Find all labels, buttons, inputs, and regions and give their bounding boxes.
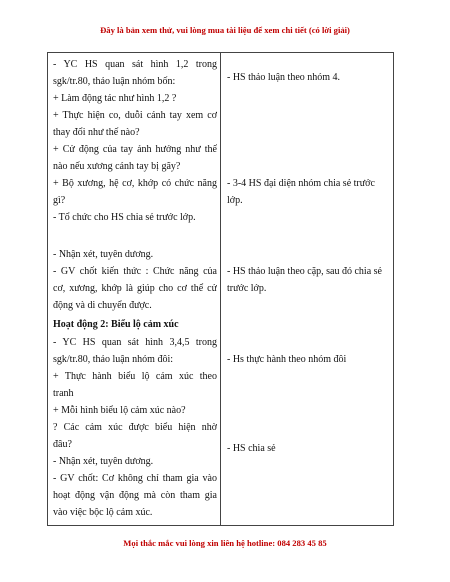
teacher-line: tranh xyxy=(53,388,74,399)
student-line: - HS chia sẻ xyxy=(227,443,276,454)
student-line: lớp. xyxy=(227,195,243,206)
teacher-line: + Mỗi hình biểu lộ cảm xúc nào? xyxy=(53,405,186,416)
teacher-line: + Thực hiện co, duỗi cánh tay xem cơ xyxy=(53,110,217,121)
teacher-line: - Nhận xét, tuyên dương. xyxy=(53,249,154,260)
teacher-line: thay đổi như thế nào? xyxy=(53,127,140,138)
lesson-table xyxy=(47,52,394,526)
teacher-line: động và di chuyển được. xyxy=(53,300,152,311)
teacher-line: sgk/tr.80, thảo luận nhóm đôi: xyxy=(53,354,173,365)
teacher-line: cơ, xương, khớp là giúp cho cơ thể cử xyxy=(53,283,217,294)
teacher-line: gì? xyxy=(53,195,66,206)
student-line: - HS thảo luận theo cặp, sau đó chia sẻ xyxy=(227,266,382,277)
teacher-line: - YC HS quan sát hình 1,2 trong xyxy=(53,59,217,70)
teacher-line: - Tổ chức cho HS chia sẻ trước lớp. xyxy=(53,212,196,223)
teacher-line: - GV chốt kiến thức : Chức năng của xyxy=(53,266,217,277)
preview-banner: Đây là bản xem thử, vui lòng mua tài liệu để xem chi tiết (có lời giải) xyxy=(100,25,350,35)
teacher-line: sgk/tr.80, thảo luận nhóm bốn: xyxy=(53,76,176,87)
teacher-line: + Cử động của tay ảnh hưởng như thế xyxy=(53,144,217,155)
teacher-line: + Bộ xương, hệ cơ, khớp có chức năng xyxy=(53,178,217,189)
teacher-line: ? Các cảm xúc được biểu hiện nhờ xyxy=(53,422,217,433)
activity-heading: Hoạt động 2: Biểu lộ cảm xúc xyxy=(53,319,179,330)
teacher-line: + Thực hành biểu lộ cảm xúc theo xyxy=(53,371,217,382)
student-line: trước lớp. xyxy=(227,283,267,294)
student-line: - Hs thực hành theo nhóm đôi xyxy=(227,354,347,365)
teacher-line: - GV chốt: Cơ không chỉ tham gia vào xyxy=(53,473,217,484)
column-divider xyxy=(220,53,221,525)
student-line: - HS thảo luận theo nhóm 4. xyxy=(227,72,341,83)
teacher-line: nào nếu xương cánh tay bị gãy? xyxy=(53,161,181,172)
teacher-line: đâu? xyxy=(53,439,72,450)
hotline-banner: Mọi thắc mắc vui lòng xin liên hệ hotline: 084 283 45 85 xyxy=(123,538,327,548)
teacher-line: - Nhận xét, tuyên dương. xyxy=(53,456,154,467)
student-line: - 3-4 HS đại diện nhóm chia sẻ trước xyxy=(227,178,375,189)
teacher-line: hoạt động vận động mà còn tham gia xyxy=(53,490,217,501)
teacher-line: + Làm động tác như hình 1,2 ? xyxy=(53,93,177,104)
teacher-line: - YC HS quan sát hình 3,4,5 trong xyxy=(53,337,217,348)
teacher-line: vào việc bộc lộ cảm xúc. xyxy=(53,507,153,518)
